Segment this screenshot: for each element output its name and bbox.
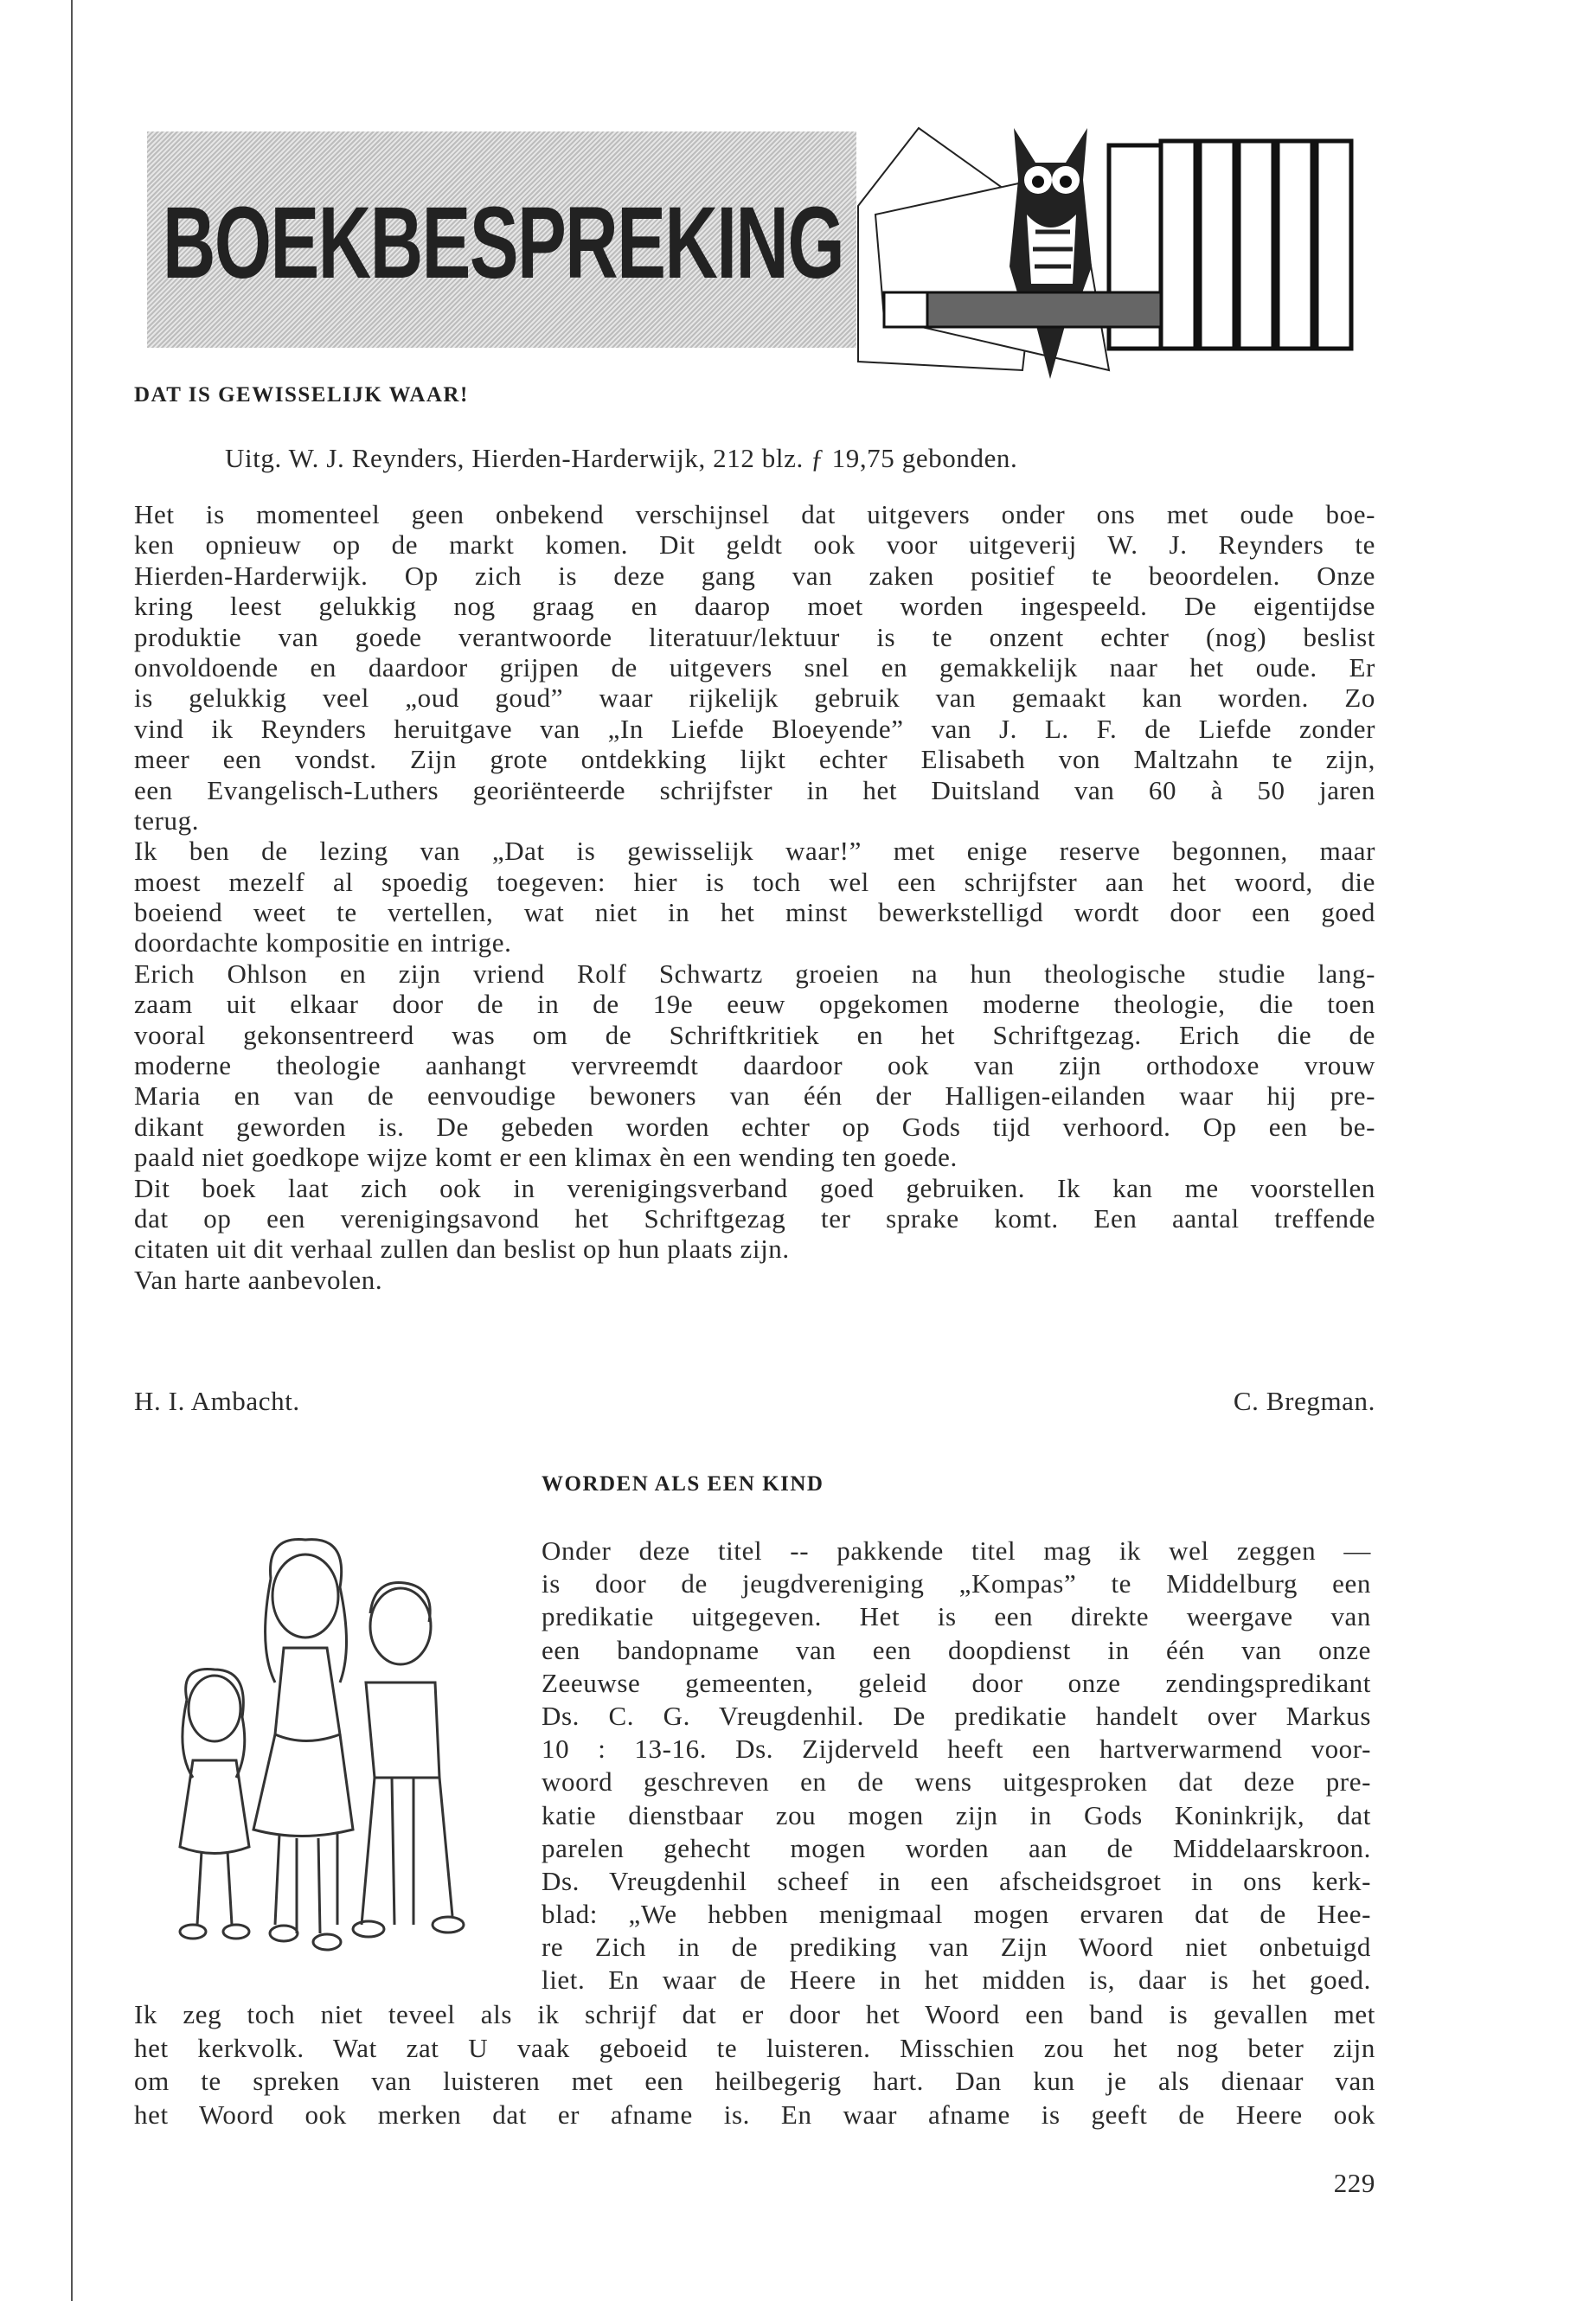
text-line: vooral gekonsentreerd was om de Schriftkritiek en het Schriftgezag. Erich die de xyxy=(134,1019,1375,1050)
text-line: Ds. Vreugdenhil scheef in een afscheidsgroet in ons kerk- xyxy=(542,1865,1371,1896)
margin-rule xyxy=(71,0,73,2301)
text-line: re Zich in de prediking van Zijn Woord niet onbetuigd xyxy=(542,1932,1371,1963)
text-line: Van harte aanbevolen. xyxy=(134,1264,383,1295)
text-line: is door de jeugdvereniging „Kompas” te Middelburg een xyxy=(542,1568,1371,1599)
text-line: een Evangelisch-Luthers georiënteerde schrijfster in het Duitsland van 60 à 50 jaren xyxy=(134,774,1375,805)
text-line: Ik ben de lezing van „Dat is gewisselijk waar!” met enige reserve begonnen, maar xyxy=(134,836,1375,867)
text-line: woord geschreven en de wens uitgesproken dat deze pre- xyxy=(542,1766,1371,1798)
text-line: paald niet goedkope wijze komt er een klimax èn een wending ten goede. xyxy=(134,1142,958,1173)
text-line: dikant geworden is. De gebeden worden echter op Gods tijd verhoord. Op een be- xyxy=(134,1111,1375,1142)
signature-place: H. I. Ambacht. xyxy=(134,1386,300,1416)
text-line: doordachte kompositie en intrige. xyxy=(134,927,512,958)
text-line: Ik zeg toch niet teveel als ik schrijf dat er door het Woord een band is gevallen met xyxy=(134,1999,1375,2029)
text-line: Zeeuwse gemeenten, geleid door onze zendingspredikant xyxy=(542,1667,1371,1698)
signature-author: C. Bregman. xyxy=(1233,1386,1375,1416)
text-line: onvoldoende en daardoor grijpen de uitgevers snel en gemakkelijk naar het oude. Er xyxy=(134,651,1375,683)
text-line: boeiend weet te vertellen, wat niet in het minst bewerkstelligd wordt door een goed xyxy=(134,897,1375,928)
pencil-icon xyxy=(884,292,1161,327)
text-line: kring leest gelukkig nog graag en daarop moet worden ingespeeld. De eigentijdse xyxy=(134,591,1375,622)
text-line: Ds. C. G. Vreugdenhil. De predikatie handelt over Markus xyxy=(542,1700,1371,1731)
text-line: meer een vondst. Zijn grote ontdekking lijkt echter Elisabeth von Maltzahn te zijn, xyxy=(134,744,1375,775)
text-line: Dit boek laat zich ook in verenigingsverband goed gebruiken. Ik kan me voorstellen xyxy=(134,1172,1375,1203)
banner-title: BOEKBESPREKING xyxy=(163,186,844,300)
text-line: ken opnieuw op de markt komen. Dit geldt ook voor uitgeverij W. J. Reynders te xyxy=(134,529,1375,561)
text-line: 10 : 13-16. Ds. Zijderveld heeft een hartverwarmend voor- xyxy=(542,1734,1371,1765)
text-line: om te spreken van luisteren met een heilbegerig hart. Dan kun je als dienaar van xyxy=(134,2066,1375,2096)
text-line: liet. En waar de Heere in het midden is, daar is het goed. xyxy=(542,1965,1371,1996)
text-line: Erich Ohlson en zijn vriend Rolf Schwartz groeien na hun theologische studie lang- xyxy=(134,958,1375,989)
text-line: Hierden-Harderwijk. Op zich is deze gang van zaken positief te beoordelen. Onze xyxy=(134,560,1375,591)
text-line: het Woord ook merken dat er afname is. En waar afname is geeft de Heere ook xyxy=(134,2099,1375,2130)
text-line: Het is momenteel geen onbekend verschijnsel dat uitgevers onder ons met oude boe- xyxy=(134,499,1375,529)
text-line: zaam uit elkaar door de in de 19e eeuw opgekomen moderne theologie, die toen xyxy=(134,989,1375,1020)
text-line: een bandopname van een doopdienst in één van onze xyxy=(542,1634,1371,1665)
page-number: 229 xyxy=(1333,2168,1375,2198)
text-line: blad: „We hebben menigmaal mogen ervaren dat de Hee- xyxy=(542,1899,1371,1930)
text-line: vind ik Reynders heruitgave van „In Liefde Bloeyende” van J. L. F. de Liefde zonder xyxy=(134,713,1375,744)
review-column-text xyxy=(542,1535,1371,1997)
publication-info: Uitg. W. J. Reynders, Hierden-Harderwijk, 212 blz. ƒ 19,75 gebonden. xyxy=(225,443,1018,473)
text-line: moderne theologie aanhangt vervreemdt daardoor ook van zijn orthodoxe vrouw xyxy=(134,1050,1375,1081)
text-line: parelen gehecht mogen worden aan de Middelaarskroon. xyxy=(542,1832,1371,1863)
text-line: Maria en van de eenvoudige bewoners van één der Halligen-eilanden waar hij pre- xyxy=(134,1080,1375,1112)
text-line: predikatie uitgegeven. Het is een direkte weergave van xyxy=(542,1601,1371,1632)
review-title: WORDEN ALS EEN KIND xyxy=(542,1472,824,1496)
review-body xyxy=(134,499,1375,1295)
text-line: Onder deze titel -- pakkende titel mag ik wel zeggen — xyxy=(542,1535,1371,1566)
text-line: moest mezelf al spoedig toegeven: hier is toch wel een schrijfster aan het woord, die xyxy=(134,866,1375,897)
review-title: DAT IS GEWISSELIJK WAAR! xyxy=(134,383,469,407)
text-line: citaten uit dit verhaal zullen dan beslist op hun plaats zijn. xyxy=(134,1234,790,1265)
text-line: katie dienstbaar zou mogen zijn in Gods Koninkrijk, dat xyxy=(542,1799,1371,1830)
review-continued-text xyxy=(134,1998,1375,2131)
text-line: produktie van goede verantwoorde literatuur/lektuur is te onzent echter (nog) beslist xyxy=(134,621,1375,652)
section-banner xyxy=(147,131,856,348)
owl-books-logo xyxy=(849,111,1368,392)
text-line: is gelukkig veel „oud goud” waar rijkelijk gebruik van gemaakt kan worden. Zo xyxy=(134,683,1375,714)
text-line: terug. xyxy=(134,804,200,836)
text-line: dat op een verenigingsavond het Schriftgezag ter sprake komt. Een aantal treffende xyxy=(134,1202,1375,1234)
children-illustration xyxy=(154,1518,465,1959)
text-line: het kerkvolk. Wat zat U vaak geboeid te luisteren. Misschien zou het nog beter zijn xyxy=(134,2032,1375,2063)
